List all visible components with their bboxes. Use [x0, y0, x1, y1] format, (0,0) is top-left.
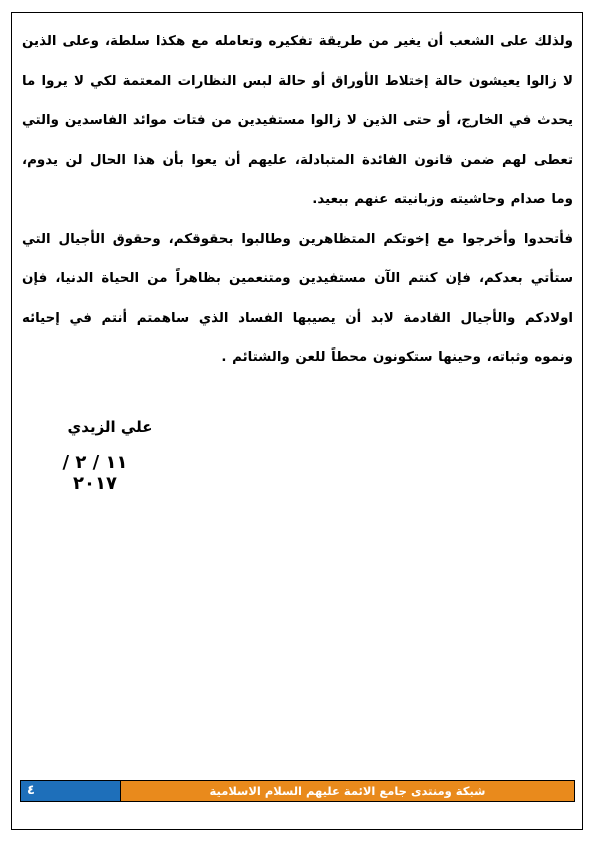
signature-date: ١١ / ٢ / ٢٠١٧: [62, 452, 128, 494]
footer-bar: [20, 780, 575, 802]
article-body: [22, 22, 573, 378]
paragraph-2: فأتحدوا وأخرجوا مع إخوتكم المتظاهرين وطالبوا بحقوقكم، وحقوق الأجيال التي ستأتي بعدكم، فإن كنتم الآن مستفيدين ومتنعمين بظاهراً من الحياة الدنيا، فإن اولادكم والأجيال القادمة لابد أن يصيبها الفساد الذي ساهمتم أنتم في إحيائه ونموه وثباته، وحينها ستكونون محطاً للعن والشتائم .: [22, 231, 573, 365]
author-name: علي الزيدي: [67, 418, 153, 436]
signature-block: [40, 418, 160, 494]
footer-title: شبكة ومنتدى جامع الائمة عليهم السلام الاسلامية: [121, 781, 574, 801]
paragraph-1: ولذلك على الشعب أن يغير من طريقة تفكيره وتعامله مع هكذا سلطة، وعلى الذين لا زالوا يعيشون حالة إختلاط الأوراق أو حالة لبس النظارات المعتمة لكي لا يروا ما يحدث في الخارج، أو حتى الذين لا زالوا مستفيدين من فتات موائد الفاسدين والتي تعطى لهم ضمن قانون الفائدة المتبادلة، عليهم أن يعوا بأن هذا الحال لن يدوم، وما صدام وحاشيته وزبانيته عنهم ببعيد.: [22, 34, 573, 207]
page-number: ٤: [21, 781, 121, 801]
